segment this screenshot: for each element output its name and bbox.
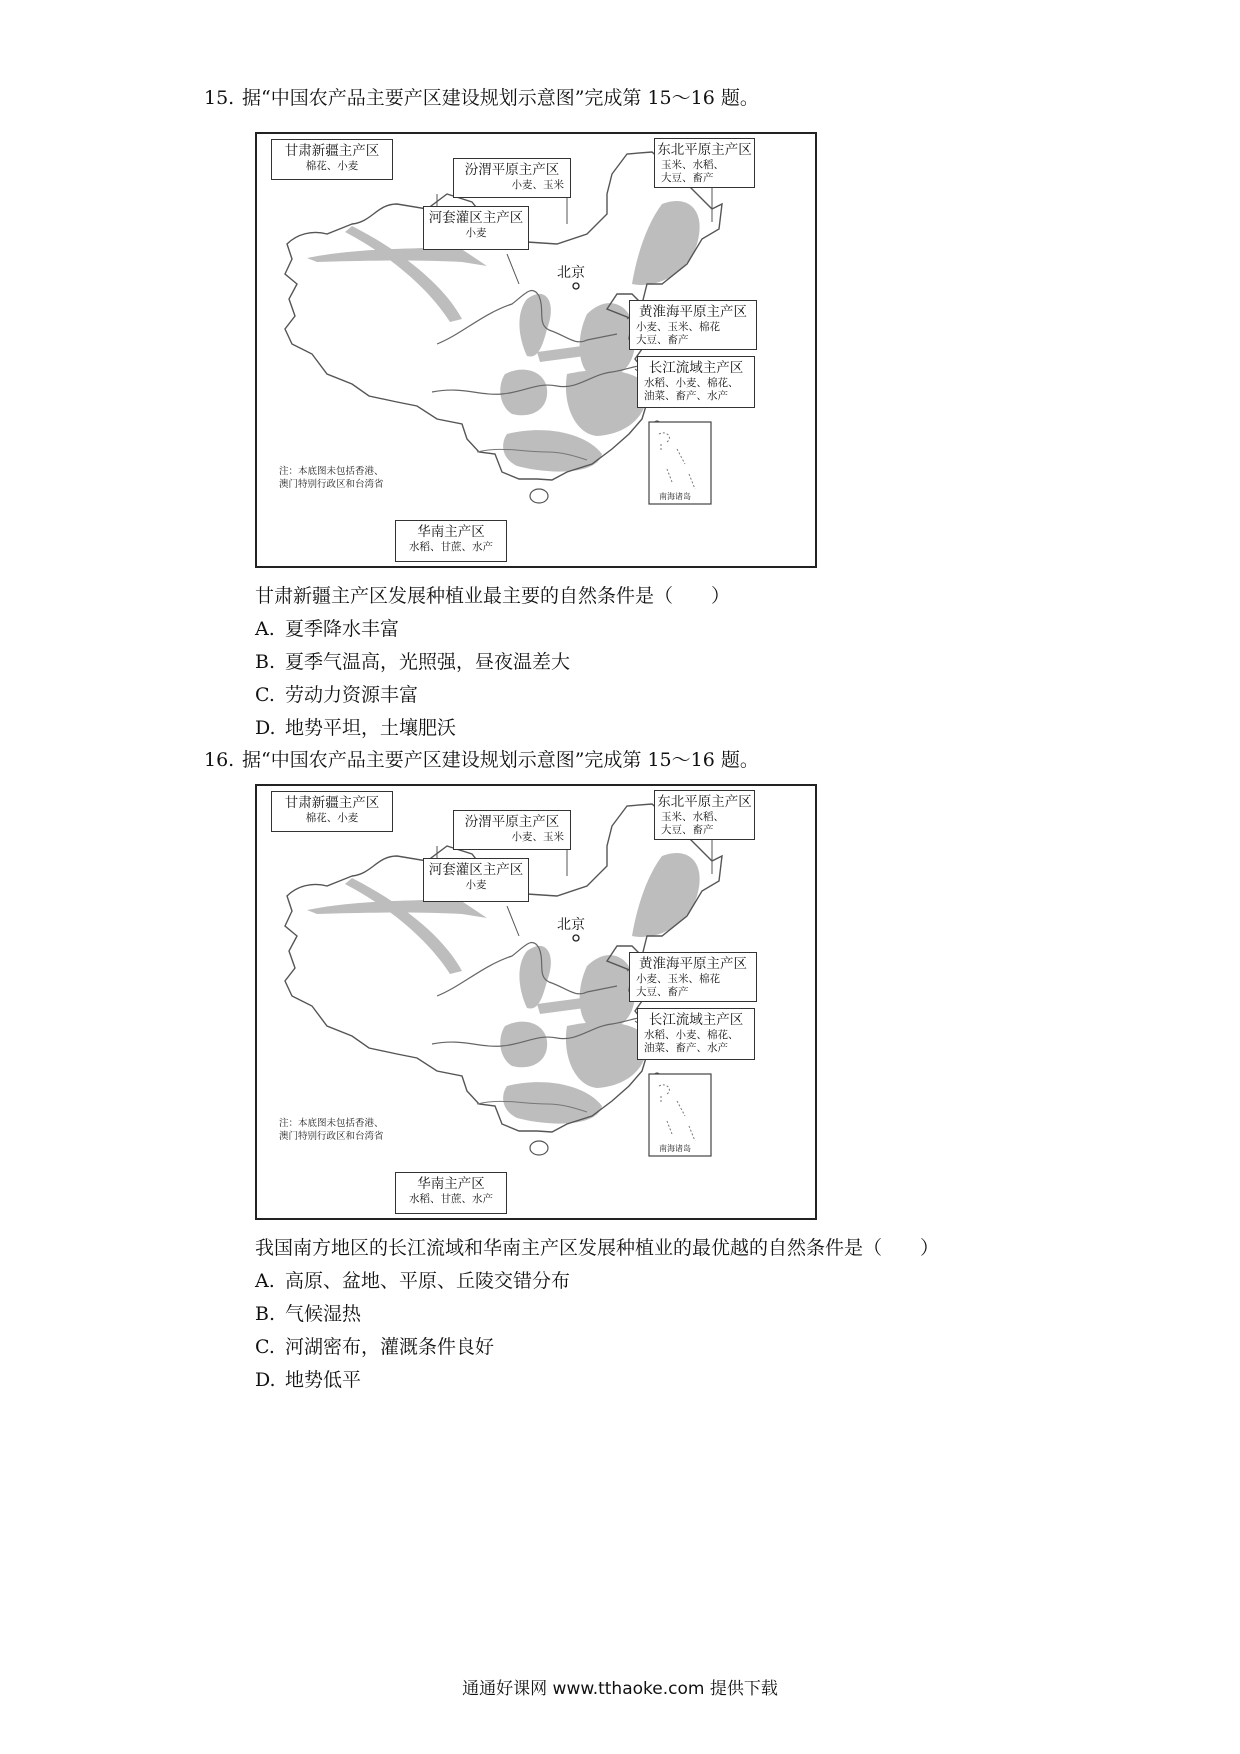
page-footer: 通通好课网 www.tthaoke.com 提供下载	[462, 1679, 778, 1699]
option-letter: B.	[255, 651, 276, 673]
label-gansu-xinjiang	[271, 139, 393, 180]
option-letter: D.	[255, 717, 276, 739]
label-crops-line2: 大豆、畜产	[661, 172, 714, 184]
label-crops-line2: 油菜、畜产、水产	[644, 390, 728, 402]
option-text: 地势低平	[285, 1369, 362, 1391]
question-number: 16.	[204, 749, 235, 771]
beijing-label: 北京	[557, 917, 585, 933]
label-changjiang	[637, 356, 755, 408]
label-huanghuaihai	[629, 952, 757, 1002]
zone-sichuan	[500, 1022, 547, 1068]
label-huanan	[395, 520, 507, 562]
label-crops-line2: 大豆、畜产	[636, 334, 689, 346]
label-crops-line1: 水稻、小麦、棉花、	[644, 377, 739, 389]
label-northeast	[654, 138, 755, 188]
label-title: 东北平原主产区	[657, 794, 752, 810]
hainan-island	[530, 1141, 548, 1155]
option-letter: A.	[255, 1270, 275, 1292]
option-letter: C.	[255, 1336, 275, 1358]
beijing-label: 北京	[557, 265, 585, 281]
label-crops-line2: 大豆、畜产	[661, 824, 714, 836]
label-huanghuaihai	[629, 300, 757, 350]
label-title: 长江流域主产区	[648, 1012, 744, 1028]
label-title: 东北平原主产区	[657, 142, 752, 158]
label-title: 黄淮海平原主产区	[639, 956, 747, 972]
option-letter: A.	[255, 618, 275, 640]
question-prompt-text: 据“中国农产品主要产区建设规划示意图”完成第 15～16 题。	[242, 87, 759, 109]
china-map-drawing	[257, 134, 815, 566]
question-16-stem: 我国南方地区的长江流域和华南主产区发展种植业的最优越的自然条件是（ ）	[255, 1237, 940, 1259]
map-note-line2: 澳门特别行政区和台湾省	[279, 479, 384, 490]
zone-sichuan	[500, 370, 547, 416]
option-text: 夏季降水丰富	[285, 618, 400, 640]
label-changjiang	[637, 1008, 755, 1060]
label-title: 河套灌区主产区	[428, 862, 524, 878]
zone-northeast	[632, 853, 700, 937]
label-crops-line2: 油菜、畜产、水产	[644, 1042, 728, 1054]
label-crops: 小麦	[465, 227, 487, 239]
label-crops: 小麦	[465, 879, 487, 891]
map-note-line1: 注：本底图未包括香港、	[279, 1118, 384, 1129]
hainan-island	[530, 489, 548, 503]
label-crops-line2: 大豆、畜产	[636, 986, 689, 998]
label-title: 长江流域主产区	[648, 360, 744, 376]
question-number: 15.	[204, 87, 235, 109]
label-crops-line1: 小麦、玉米、棉花	[636, 321, 720, 333]
map-note-line1: 注：本底图未包括香港、	[279, 466, 384, 477]
option-15-c[interactable]	[255, 683, 418, 707]
option-letter: D.	[255, 1369, 276, 1391]
question-16-prompt	[204, 748, 759, 772]
label-crops: 水稻、甘蔗、水产	[409, 1193, 493, 1205]
zone-northeast	[632, 201, 700, 285]
label-crops-line1: 水稻、小麦、棉花、	[644, 1029, 739, 1041]
label-title: 河套灌区主产区	[428, 210, 524, 226]
beijing-marker	[573, 935, 579, 941]
agriculture-map-q15	[255, 132, 817, 568]
label-title: 汾渭平原主产区	[464, 162, 560, 178]
label-fenwei	[453, 158, 571, 198]
label-hetao	[423, 858, 529, 902]
label-title: 汾渭平原主产区	[464, 814, 560, 830]
label-northeast	[654, 790, 755, 840]
option-15-b[interactable]	[255, 650, 570, 674]
label-crops-line1: 玉米、水稻、	[661, 811, 724, 823]
inset-label: 南海诸岛	[659, 492, 691, 501]
option-16-a[interactable]	[255, 1269, 570, 1293]
label-gansu-xinjiang	[271, 791, 393, 832]
zone-huanghuaihai	[580, 303, 636, 379]
option-text: 劳动力资源丰富	[285, 684, 419, 706]
option-text: 河湖密布，灌溉条件良好	[285, 1336, 495, 1358]
zone-fenwei	[537, 346, 585, 362]
map-note-line2: 澳门特别行政区和台湾省	[279, 1131, 384, 1142]
beijing-marker	[573, 283, 579, 289]
option-15-d[interactable]	[255, 716, 456, 740]
option-text: 气候湿热	[285, 1303, 362, 1325]
zone-huanghuaihai	[580, 955, 636, 1031]
option-15-a[interactable]	[255, 617, 399, 641]
question-15-prompt	[204, 86, 759, 110]
option-letter: B.	[255, 1303, 276, 1325]
label-title: 甘肃新疆主产区	[284, 143, 380, 159]
label-title: 华南主产区	[417, 1176, 485, 1192]
label-crops: 棉花、小麦	[305, 812, 359, 824]
question-15-stem: 甘肃新疆主产区发展种植业最主要的自然条件是（ ）	[255, 585, 731, 607]
label-crops-line1: 玉米、水稻、	[661, 159, 724, 171]
label-crops: 小麦、玉米	[511, 831, 564, 843]
option-text: 地势平坦，土壤肥沃	[285, 717, 457, 739]
label-title: 甘肃新疆主产区	[284, 795, 380, 811]
label-fenwei	[453, 810, 571, 850]
label-crops: 水稻、甘蔗、水产	[409, 541, 493, 553]
option-16-d[interactable]	[255, 1368, 361, 1392]
option-text: 高原、盆地、平原、丘陵交错分布	[285, 1270, 571, 1292]
option-16-c[interactable]	[255, 1335, 494, 1359]
question-prompt-text: 据“中国农产品主要产区建设规划示意图”完成第 15～16 题。	[242, 749, 759, 771]
agriculture-map-q16	[255, 784, 817, 1220]
option-text: 夏季气温高，光照强，昼夜温差大	[285, 651, 571, 673]
label-title: 黄淮海平原主产区	[639, 304, 747, 320]
inset-label: 南海诸岛	[659, 1144, 691, 1153]
zone-hetao	[519, 946, 550, 1009]
label-huanan	[395, 1172, 507, 1214]
zone-fenwei	[537, 998, 585, 1014]
label-hetao	[423, 206, 529, 250]
label-crops: 小麦、玉米	[511, 179, 564, 191]
label-title: 华南主产区	[417, 524, 485, 540]
option-letter: C.	[255, 684, 275, 706]
china-map-drawing	[257, 786, 815, 1218]
label-crops-line1: 小麦、玉米、棉花	[636, 973, 720, 985]
zone-hetao	[519, 294, 550, 357]
option-16-b[interactable]	[255, 1302, 361, 1326]
label-crops: 棉花、小麦	[305, 160, 359, 172]
